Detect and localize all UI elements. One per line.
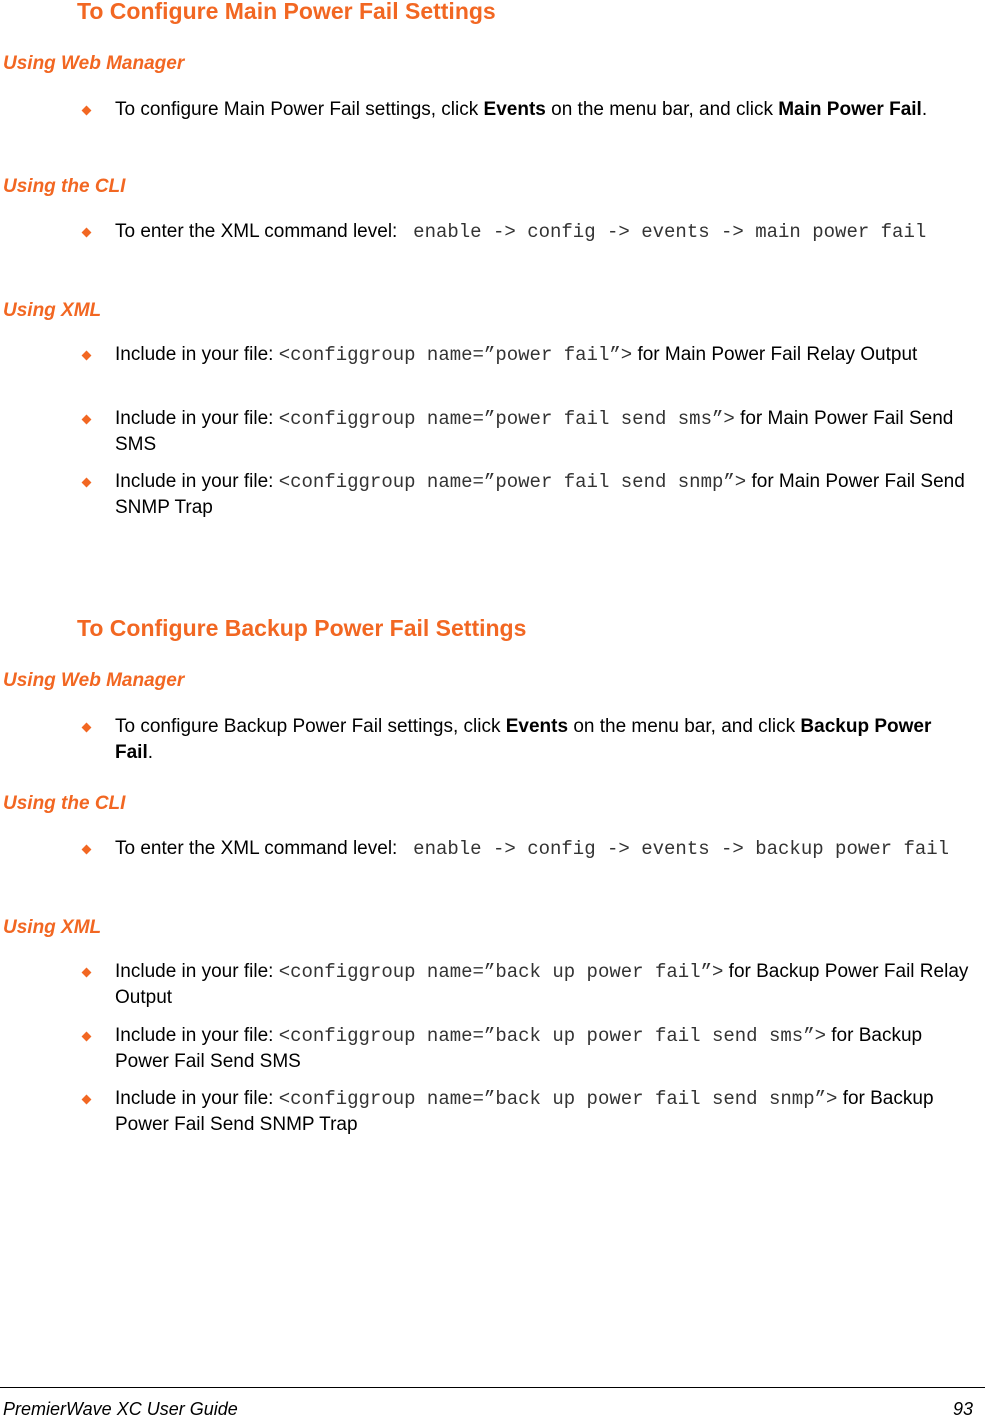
bullet-icon bbox=[79, 720, 93, 734]
list-item bbox=[79, 342, 969, 368]
subheading-xml: Using XML bbox=[3, 300, 102, 321]
item-text: To configure Main Power Fail settings, click Events on the menu bar, and click Main Power Fail. bbox=[115, 99, 928, 120]
bullet-icon bbox=[79, 1029, 93, 1043]
xml-code: <configgroup name=”power fail send snmp”> bbox=[278, 471, 747, 493]
list-item bbox=[79, 469, 969, 521]
bullet-icon bbox=[79, 475, 93, 489]
item-text: Include in your file: <configgroup name=”back up power fail send snmp”> for Backup Power Fail Send SNMP Trap bbox=[115, 1088, 934, 1135]
bullet-icon bbox=[79, 348, 93, 362]
item-text: Include in your file: <configgroup name=”power fail”> for Main Power Fail Relay Output bbox=[115, 344, 918, 366]
cli-command: enable -> config -> events -> main power fail bbox=[413, 221, 927, 243]
bullet-icon bbox=[79, 965, 93, 979]
list-item bbox=[79, 959, 969, 1011]
footer-guide-title: PremierWave XC User Guide bbox=[3, 1399, 238, 1419]
subheading-xml: Using XML bbox=[3, 917, 102, 938]
item-text: Include in your file: <configgroup name=”back up power fail”> for Backup Power Fail Relay Output bbox=[115, 961, 969, 1008]
item-text: Include in your file: <configgroup name=”back up power fail send sms”> for Backup Power Fail Send SMS bbox=[115, 1025, 923, 1072]
subheading-web-manager: Using Web Manager bbox=[3, 53, 185, 74]
list-item bbox=[79, 1086, 969, 1138]
list-item bbox=[79, 1023, 969, 1075]
list-item bbox=[79, 219, 969, 245]
cli-command: enable -> config -> events -> backup power fail bbox=[413, 838, 950, 860]
footer-page-number: 93 bbox=[952, 1399, 973, 1419]
section-heading-main-power-fail: To Configure Main Power Fail Settings bbox=[77, 0, 496, 24]
xml-code: <configgroup name=”back up power fail send sms”> bbox=[278, 1025, 826, 1047]
item-text: To enter the XML command level: enable -> config -> events -> main power fail bbox=[115, 221, 927, 243]
footer-divider bbox=[0, 1387, 985, 1388]
bullet-icon bbox=[79, 1092, 93, 1106]
list-item bbox=[79, 836, 969, 862]
xml-code: <configgroup name=”back up power fail”> bbox=[278, 961, 724, 983]
xml-code: <configgroup name=”power fail send sms”> bbox=[278, 408, 735, 430]
list-item bbox=[79, 406, 969, 458]
bullet-icon bbox=[79, 103, 93, 117]
item-text: To enter the XML command level: enable -> config -> events -> backup power fail bbox=[115, 838, 950, 860]
list-item bbox=[79, 714, 969, 766]
xml-code: <configgroup name=”power fail”> bbox=[278, 344, 633, 366]
item-text: Include in your file: <configgroup name=”power fail send sms”> for Main Power Fail Send SMS bbox=[115, 408, 954, 455]
subheading-cli: Using the CLI bbox=[3, 793, 126, 814]
bullet-icon bbox=[79, 412, 93, 426]
item-text: To configure Backup Power Fail settings, click Events on the menu bar, and click Backup Power Fail. bbox=[115, 716, 932, 763]
list-item bbox=[79, 97, 969, 123]
section-heading-backup-power-fail: To Configure Backup Power Fail Settings bbox=[77, 615, 527, 641]
item-text: Include in your file: <configgroup name=”power fail send snmp”> for Main Power Fail Send SNMP Trap bbox=[115, 471, 965, 518]
subheading-cli: Using the CLI bbox=[3, 176, 126, 197]
subheading-web-manager: Using Web Manager bbox=[3, 670, 185, 691]
xml-code: <configgroup name=”back up power fail send snmp”> bbox=[278, 1088, 838, 1110]
bullet-icon bbox=[79, 842, 93, 856]
bullet-icon bbox=[79, 225, 93, 239]
